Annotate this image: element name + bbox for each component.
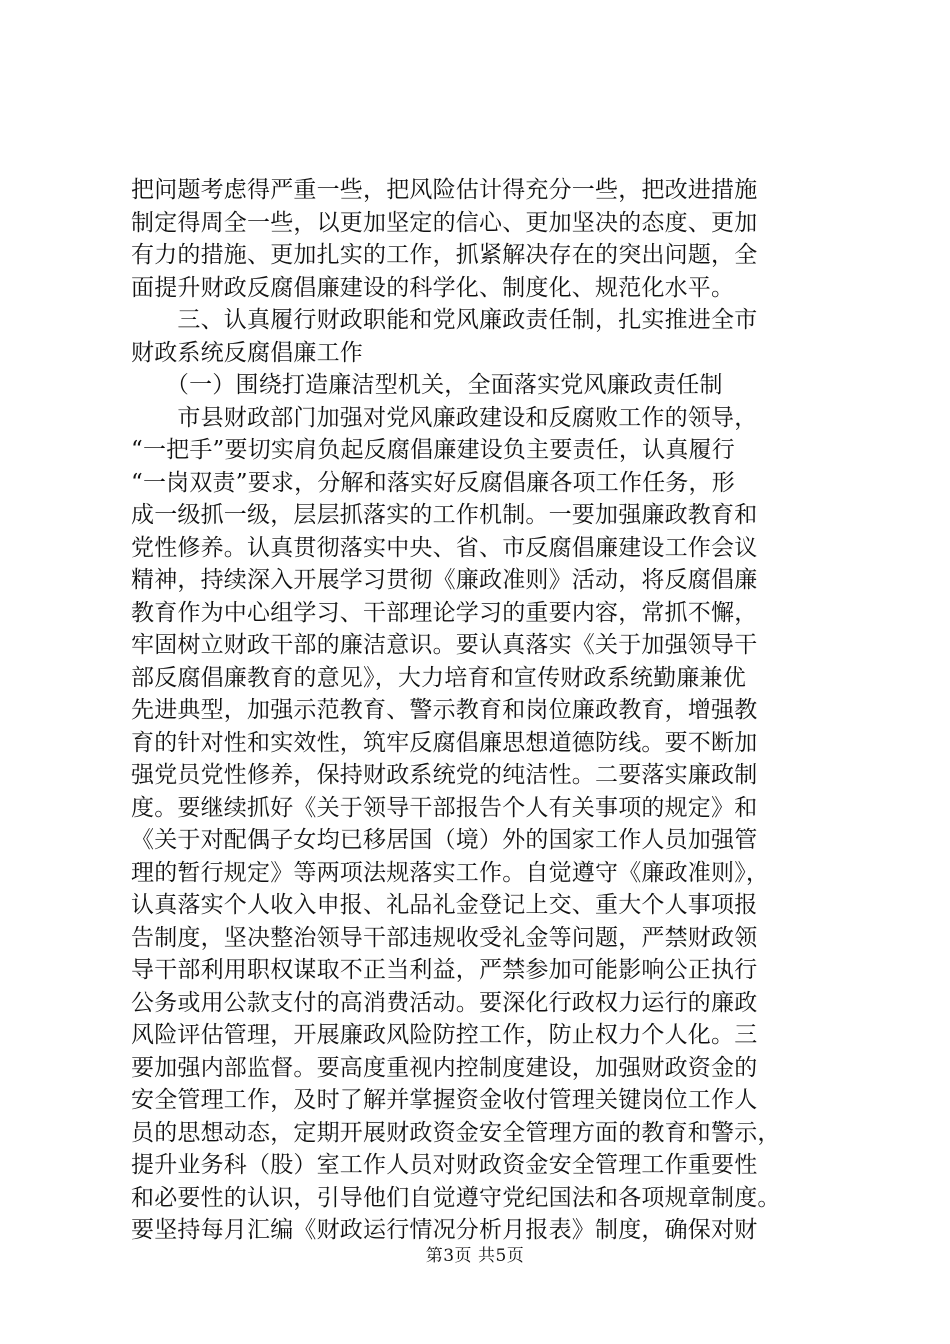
text-line: 成一级抓一级，层层抓落实的工作机制。一要加强廉政教育和 <box>131 502 758 528</box>
text-line: 制定得周全一些，以更加坚定的信心、更加坚决的态度、更加 <box>131 209 758 236</box>
text-line: 教育作为中心组学习、干部理论学习的重要内容，常抓不懈， <box>131 599 758 626</box>
text-line: 导干部利用职权谋取不正当利益，严禁参加可能影响公正执行 <box>131 957 758 983</box>
text-line: 要加强内部监督。要高度重视内控制度建设，加强财政资金的 <box>131 1054 758 1081</box>
text-line: 《关于对配偶子女均已移居国（境）外的国家工作人员加强管 <box>131 827 758 853</box>
text-line: 度。要继续抓好《关于领导干部报告个人有关事项的规定》和 <box>131 794 758 821</box>
text-line: 面提升财政反腐倡廉建设的科学化、制度化、规范化水平。 <box>131 274 735 301</box>
text-line: 告制度，坚决整治领导干部违规收受礼金等问题，严禁财政领 <box>131 924 758 951</box>
text-line: 党性修养。认真贯彻落实中央、省、市反腐倡廉建设工作会议 <box>131 534 758 561</box>
text-line: （一）围绕打造廉洁型机关，全面落实党风廉政责任制 <box>131 372 723 398</box>
text-line: 牢固树立财政干部的廉洁意识。要认真落实《关于加强领导干 <box>131 632 758 658</box>
text-line: 要坚持每月汇编《财政运行情况分析月报表》制度，确保对财 <box>131 1217 758 1243</box>
text-line: 财政系统反腐倡廉工作 <box>131 339 363 366</box>
text-line: 部反腐倡廉教育的意见》，大力培育和宣传财政系统勤廉兼优 <box>131 664 746 691</box>
page-footer: 第3页 共5页 <box>425 1246 525 1266</box>
text-line: 理的暂行规定》等两项法规落实工作。自觉遵守《廉政准则》， <box>131 859 770 886</box>
text-line: 认真落实个人收入申报、礼品礼金登记上交、重大个人事项报 <box>131 892 758 918</box>
text-line: 把问题考虑得严重一些，把风险估计得充分一些，把改进措施 <box>131 177 758 203</box>
text-line: 三、认真履行财政职能和党风廉政责任制，扎实推进全市 <box>131 307 758 333</box>
text-line: 风险评估管理，开展廉政风险防控工作，防止权力个人化。三 <box>131 1022 758 1048</box>
text-line: 提升业务科（股）室工作人员对财政资金安全管理工作重要性 <box>131 1152 758 1178</box>
text-line: 强党员党性修养，保持财政系统党的纯洁性。二要落实廉政制 <box>131 762 758 788</box>
text-line: 安全管理工作，及时了解并掌握资金收付管理关键岗位工作人 <box>131 1087 758 1113</box>
document-body <box>131 174 831 1247</box>
text-line: 有力的措施、更加扎实的工作，抓紧解决存在的突出问题，全 <box>131 242 758 268</box>
text-line: 市县财政部门加强对党风廉政建设和反腐败工作的领导， <box>131 404 758 431</box>
text-line: 先进典型，加强示范教育、警示教育和岗位廉政教育，增强教 <box>131 697 758 723</box>
text-line: 育的针对性和实效性，筑牢反腐倡廉思想道德防线。要不断加 <box>131 729 758 756</box>
text-line: “一把手”要切实肩负起反腐倡廉建设负主要责任，认真履行 <box>131 437 735 463</box>
text-line: 公务或用公款支付的高消费活动。要深化行政权力运行的廉政 <box>131 989 758 1016</box>
text-line: “一岗双责”要求，分解和落实好反腐倡廉各项工作任务，形 <box>131 469 735 496</box>
text-line: 精神，持续深入开展学习贯彻《廉政准则》活动，将反腐倡廉 <box>131 567 758 593</box>
text-line: 和必要性的认识，引导他们自觉遵守党纪国法和各项规章制度。 <box>131 1184 781 1211</box>
text-line: 员的思想动态，定期开展财政资金安全管理方面的教育和警示， <box>131 1119 781 1146</box>
